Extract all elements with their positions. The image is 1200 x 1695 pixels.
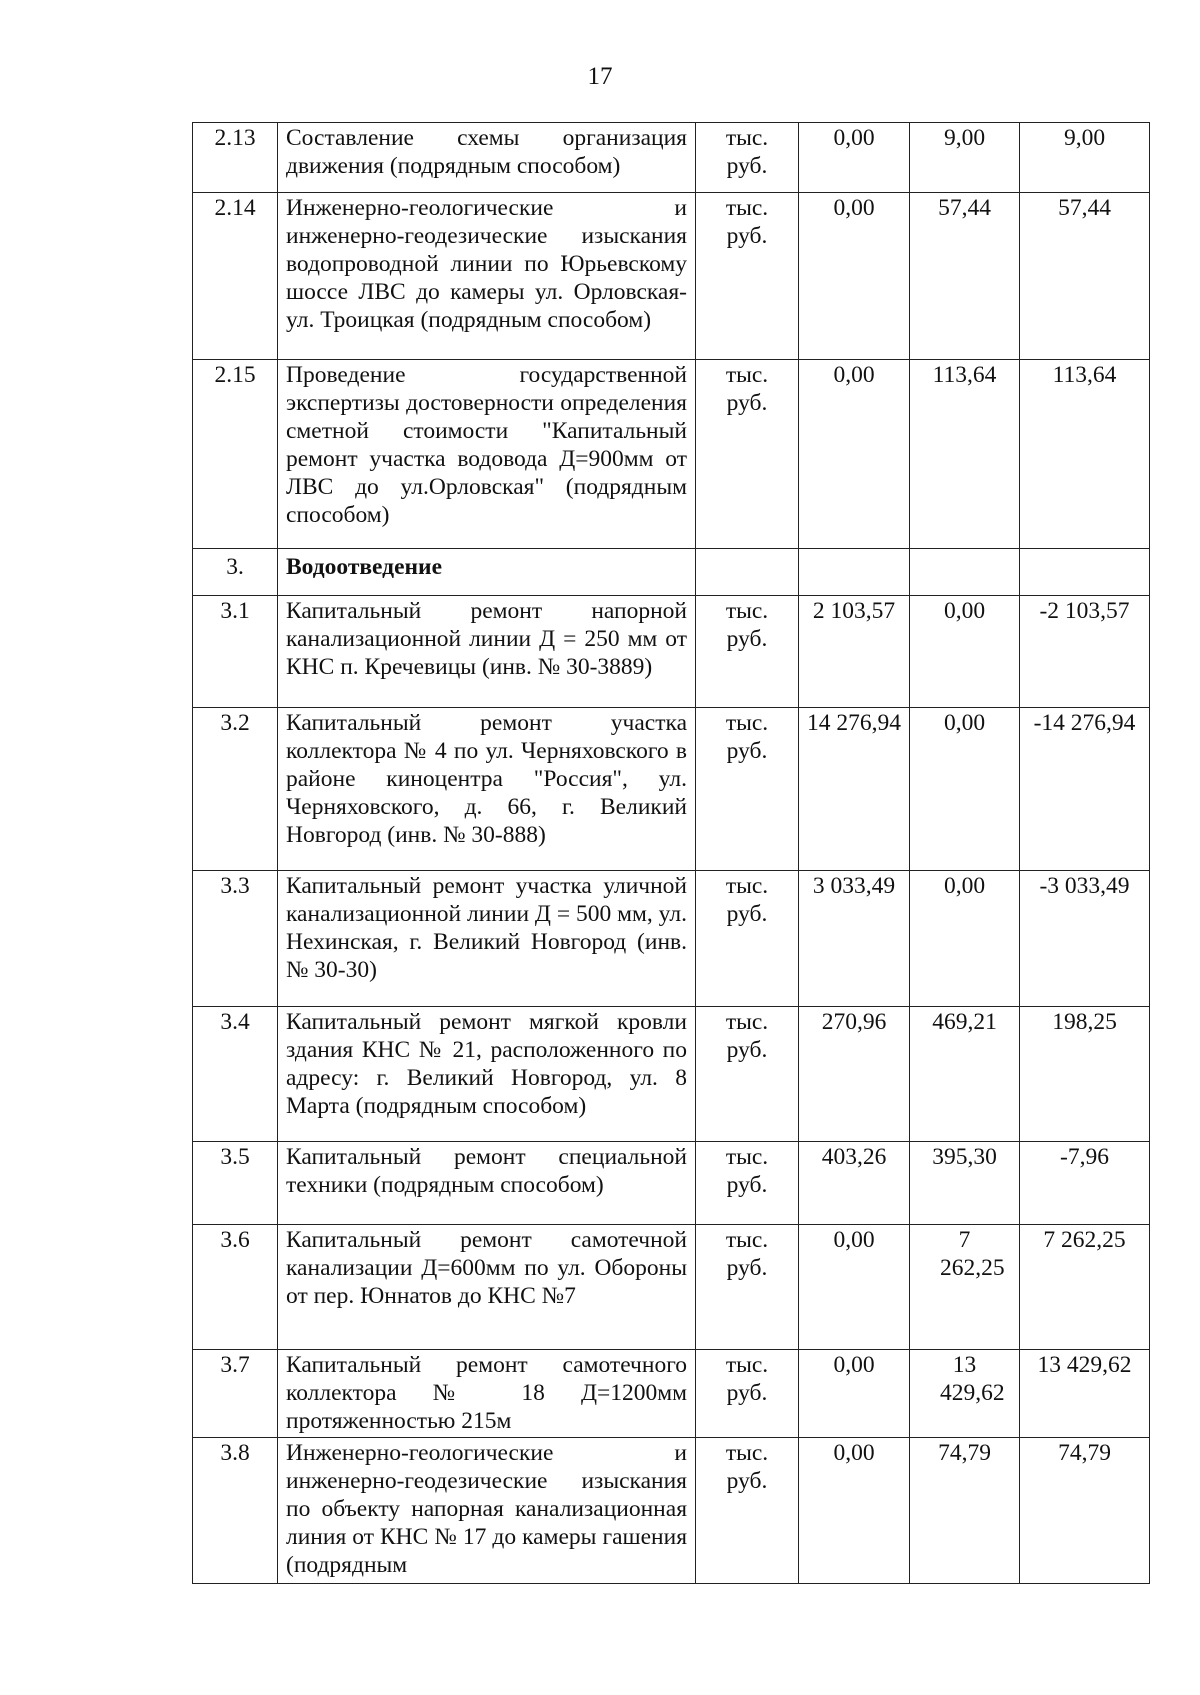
row-plan-value: 3 033,49 [799,871,910,1007]
row-new-value: 7 262,25 [910,1225,1020,1350]
row-description: Капитальный ремонт участка уличной канализационной линии Д = 500 мм, ул. Нехинская, г. Великий Новгород (инв. № 30-30) [278,871,696,1007]
table-row-3-2 [193,708,1150,871]
row-diff-value: 7 262,25 [1020,1225,1150,1350]
row-description: Капитальный ремонт специальной техники (подрядным способом) [278,1142,696,1225]
row-unit: тыс. руб. [696,1350,799,1438]
row-number: 3.3 [193,871,278,1007]
row-new-value: 0,00 [910,871,1020,1007]
row-plan-value: 14 276,94 [799,708,910,871]
row-number: 3.5 [193,1142,278,1225]
row-description: Капитальный ремонт напорной канализационной линии Д = 250 мм от КНС п. Кречевицы (инв. № 30-3889) [278,596,696,708]
row-unit: тыс. руб. [696,708,799,871]
row-diff-value: 74,79 [1020,1438,1150,1584]
row-description: Инженерно-геологические и инженерно-геодезические изыскания по объекту напорная канализационная линия от КНС № 17 до камеры гашения (подрядным [278,1438,696,1584]
row-new-value: 57,44 [910,193,1020,360]
table-row-2-13 [193,123,1150,193]
row-diff-value: -3 033,49 [1020,871,1150,1007]
row-unit [696,549,799,596]
row-description: Капитальный ремонт мягкой кровли здания КНС № 21, расположенного по адресу: г. Великий Новгород, ул. 8 Марта (подрядным способом) [278,1007,696,1142]
row-new-value [910,549,1020,596]
row-number: 2.15 [193,360,278,549]
row-diff-value: 13 429,62 [1020,1350,1150,1438]
row-number: 3.6 [193,1225,278,1350]
row-description: Капитальный ремонт самотечного коллектора № 18 Д=1200мм протяженностью 215м [278,1350,696,1438]
row-number: 3.8 [193,1438,278,1584]
row-diff-value: 198,25 [1020,1007,1150,1142]
row-new-value: 0,00 [910,708,1020,871]
row-number: 2.13 [193,123,278,193]
row-description: Проведение государственной экспертизы достоверности определения сметной стоимости "Капитальный ремонт участка водовода Д=900мм от ЛВС до ул.Орловская" (подрядным способом) [278,360,696,549]
row-diff-value: -2 103,57 [1020,596,1150,708]
table-row-3-5 [193,1142,1150,1225]
row-plan-value: 0,00 [799,360,910,549]
section-row-3 [193,549,1150,596]
row-plan-value: 0,00 [799,193,910,360]
row-plan-value: 2 103,57 [799,596,910,708]
row-unit: тыс. руб. [696,360,799,549]
row-unit: тыс. руб. [696,1007,799,1142]
row-unit: тыс. руб. [696,193,799,360]
row-number: 3.2 [193,708,278,871]
row-unit: тыс. руб. [696,123,799,193]
row-unit: тыс. руб. [696,1142,799,1225]
row-diff-value [1020,549,1150,596]
table-row-3-7 [193,1350,1150,1438]
table-row-2-15 [193,360,1150,549]
row-plan-value: 270,96 [799,1007,910,1142]
section-number: 3. [193,549,278,596]
row-description: Составление схемы организация движения (подрядным способом) [278,123,696,193]
row-description: Инженерно-геологические и инженерно-геодезические изыскания водопроводной линии по Юрьевскому шоссе ЛВС до камеры ул. Орловская-ул. Троицкая (подрядным способом) [278,193,696,360]
row-new-value: 74,79 [910,1438,1020,1584]
table-row-3-4 [193,1007,1150,1142]
row-new-value: 9,00 [910,123,1020,193]
table-row-3-3 [193,871,1150,1007]
row-number: 3.4 [193,1007,278,1142]
row-diff-value: 113,64 [1020,360,1150,549]
row-new-value: 113,64 [910,360,1020,549]
row-unit: тыс. руб. [696,1225,799,1350]
table-row-2-14 [193,193,1150,360]
row-description: Капитальный ремонт участка коллектора № 4 по ул. Черняховского в районе киноцентра "Россия", ул. Черняховского, д. 66, г. Великий Новгород (инв. № 30-888) [278,708,696,871]
row-plan-value: 0,00 [799,1350,910,1438]
budget-table [192,122,1150,1584]
row-plan-value [799,549,910,596]
row-diff-value: -14 276,94 [1020,708,1150,871]
row-new-value: 13 429,62 [910,1350,1020,1438]
row-plan-value: 403,26 [799,1142,910,1225]
table-row-3-8 [193,1438,1150,1584]
table-row-3-1 [193,596,1150,708]
row-unit: тыс. руб. [696,871,799,1007]
section-title: Водоотведение [278,549,696,596]
row-plan-value: 0,00 [799,1438,910,1584]
row-plan-value: 0,00 [799,1225,910,1350]
row-plan-value: 0,00 [799,123,910,193]
row-new-value: 469,21 [910,1007,1020,1142]
table-row-3-6 [193,1225,1150,1350]
row-number: 3.1 [193,596,278,708]
row-new-value: 0,00 [910,596,1020,708]
row-new-value: 395,30 [910,1142,1020,1225]
row-diff-value: 9,00 [1020,123,1150,193]
row-unit: тыс. руб. [696,1438,799,1584]
row-diff-value: 57,44 [1020,193,1150,360]
row-description: Капитальный ремонт самотечной канализации Д=600мм по ул. Обороны от пер. Юннатов до КНС №7 [278,1225,696,1350]
row-number: 2.14 [193,193,278,360]
row-diff-value: -7,96 [1020,1142,1150,1225]
row-unit: тыс. руб. [696,596,799,708]
page-number: 17 [587,63,613,90]
row-number: 3.7 [193,1350,278,1438]
